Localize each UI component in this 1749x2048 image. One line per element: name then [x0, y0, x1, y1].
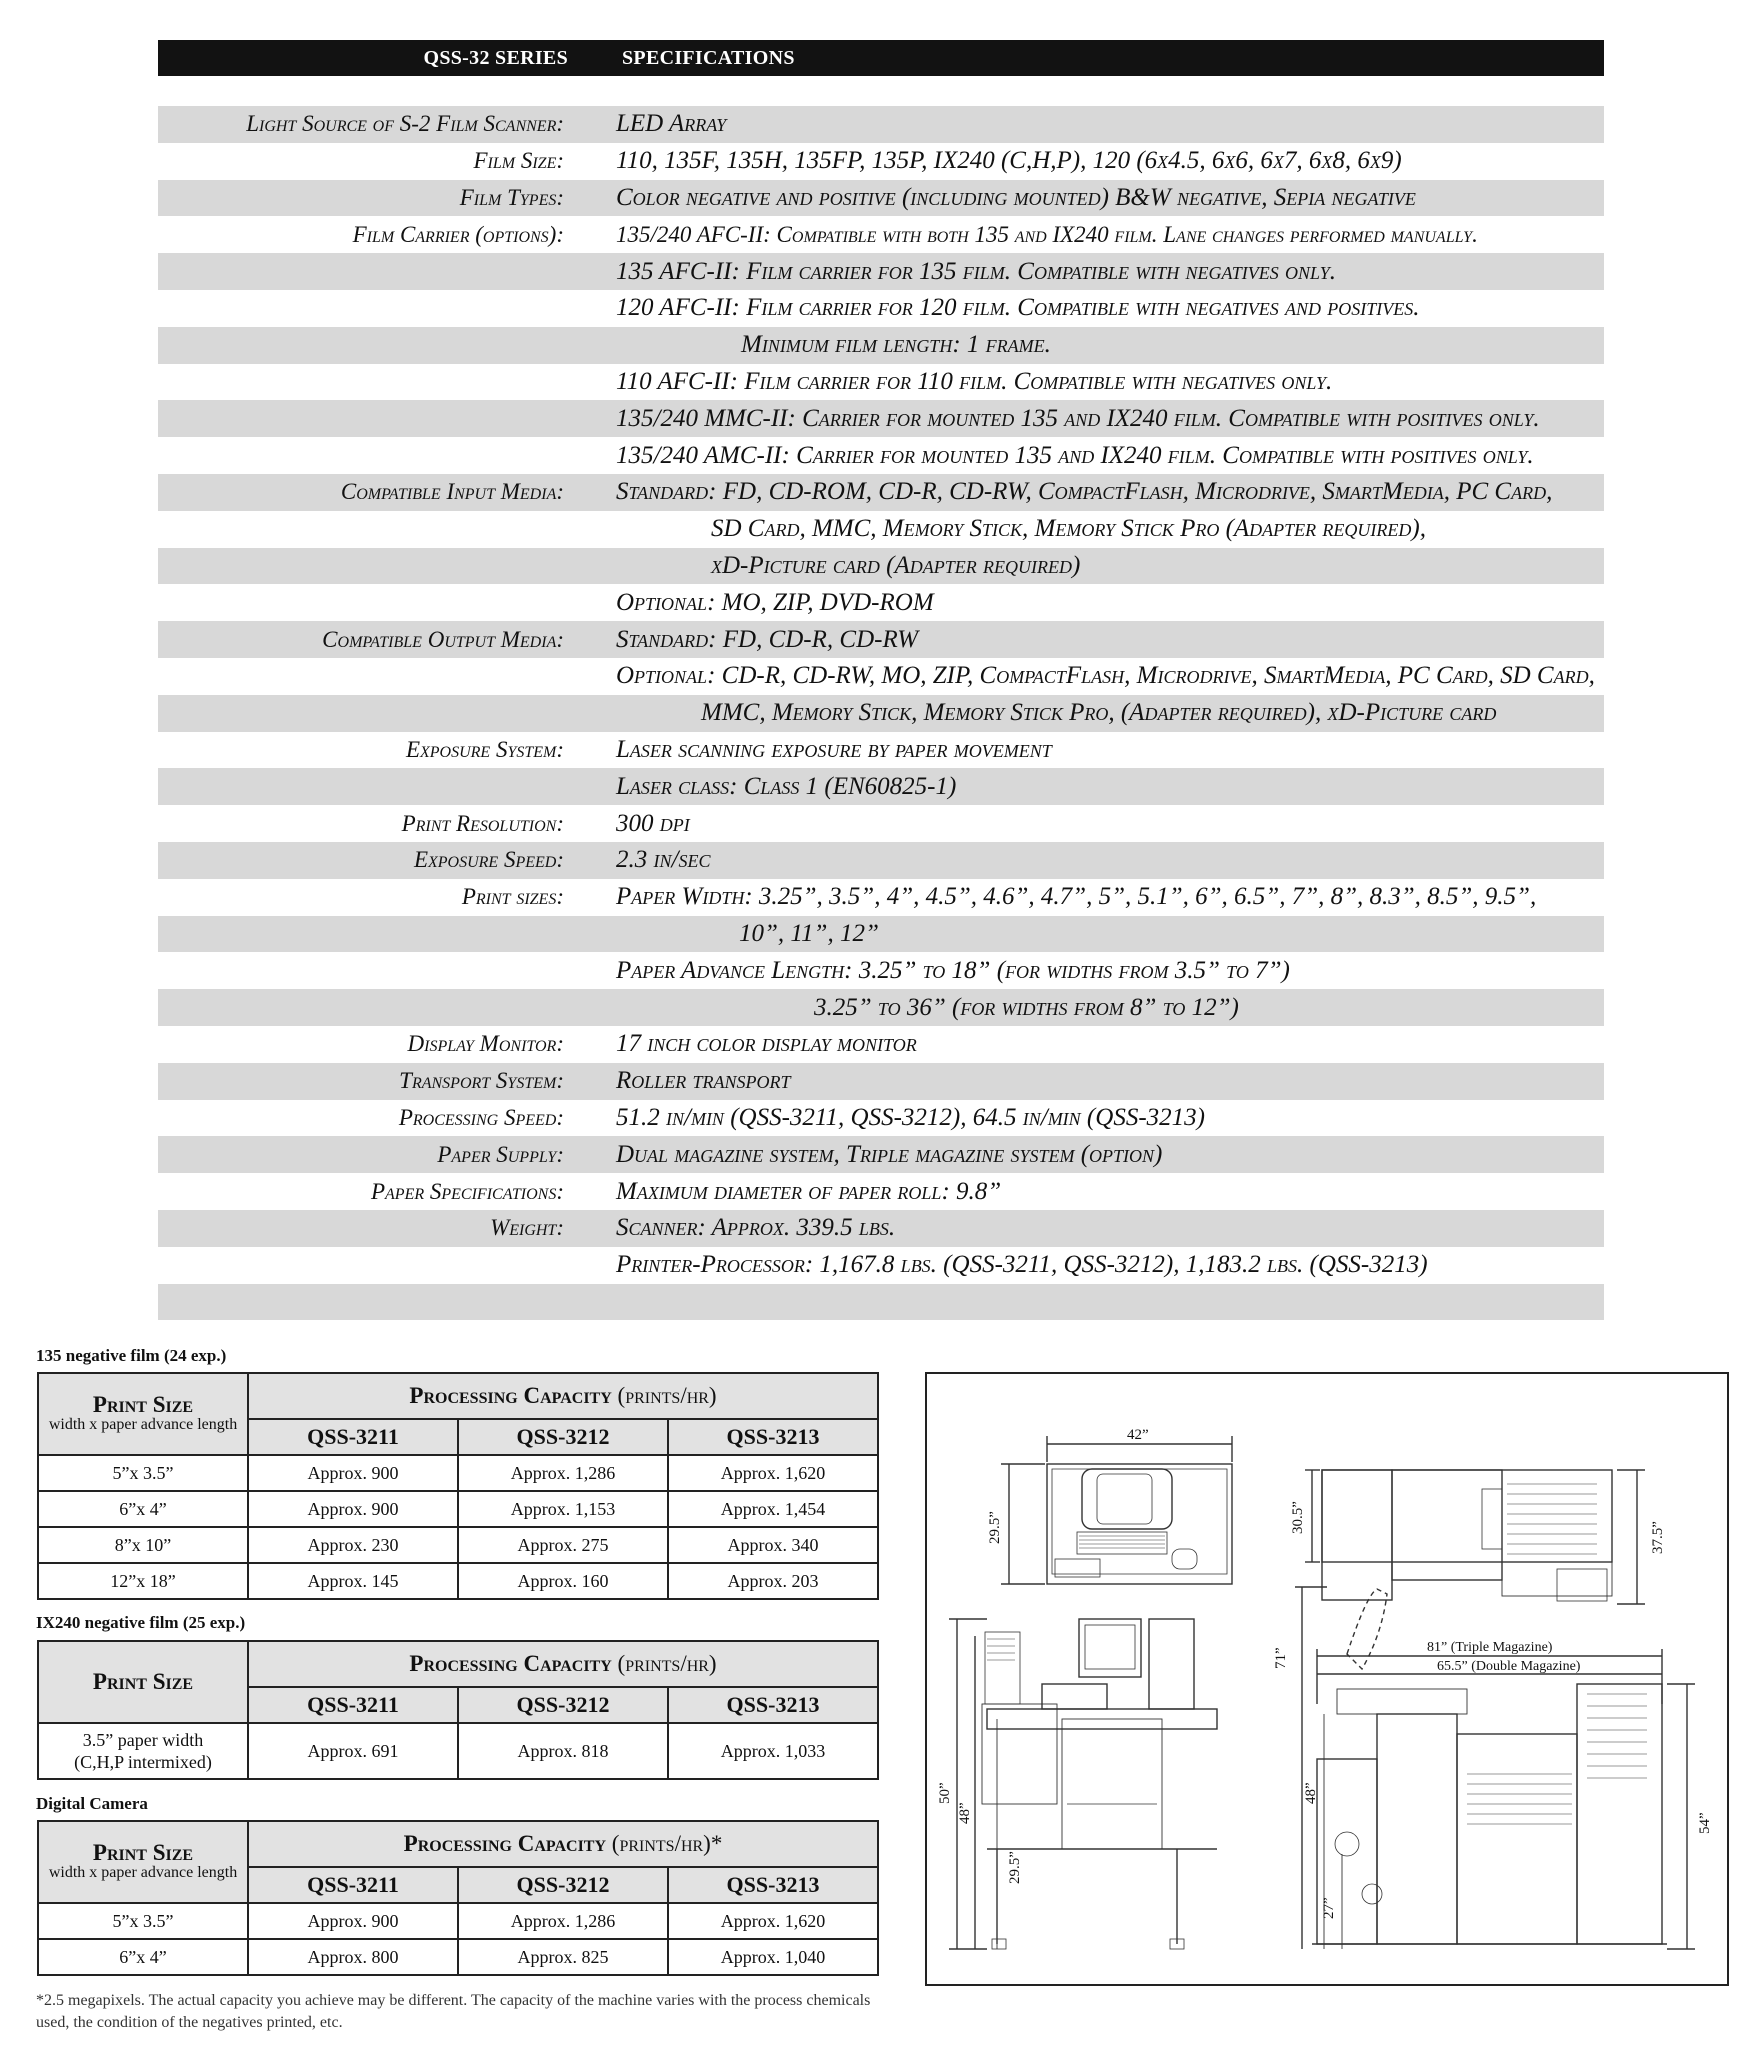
size-cell: 5”x 3.5”: [38, 1903, 248, 1939]
spec-header-bar: [158, 40, 1604, 76]
size-cell: 12”x 18”: [38, 1563, 248, 1599]
spec-value: Optional: MO, ZIP, DVD-ROM: [616, 588, 934, 616]
spec-label: Compatible Output Media:: [322, 626, 564, 652]
spec-row: [158, 952, 1604, 989]
spec-row: [158, 1100, 1604, 1137]
table-row: [38, 1563, 878, 1599]
spec-row: [158, 584, 1604, 621]
printer-top-view: [1305, 1470, 1645, 1604]
spec-value: 135/240 AFC-II: Compatible with both 135 and IX240 film. Lane changes performed manually.: [616, 221, 1478, 247]
spec-label: Exposure Speed:: [413, 847, 564, 873]
value-cell: Approx. 691: [248, 1723, 458, 1779]
capacity-header: Processing Capacity (prints/hr)*: [248, 1821, 878, 1867]
spec-value: Standard: FD, CD-ROM, CD-R, CD-RW, CompactFlash, Microdrive, SmartMedia, PC Card,: [616, 478, 1553, 506]
value-cell: Approx. 1,040: [668, 1939, 878, 1975]
value-cell: Approx. 900: [248, 1455, 458, 1491]
print-size-header: Print Size: [38, 1641, 248, 1723]
spec-row: [158, 548, 1604, 585]
table-row: [38, 1527, 878, 1563]
spec-value: 120 AFC-II: Film carrier for 120 film. Compatible with negatives and positives.: [616, 294, 1420, 322]
table-title-135: 135 negative film (24 exp.): [36, 1346, 227, 1365]
value-cell: Approx. 160: [458, 1563, 668, 1599]
specifications-title: SPECIFICATIONS: [622, 46, 795, 69]
spec-row: [158, 658, 1604, 695]
spec-row: [158, 768, 1604, 805]
spec-row: [158, 805, 1604, 842]
specifications-table: [158, 40, 1604, 1320]
spec-value: Laser scanning exposure by paper movement: [616, 735, 1052, 763]
spec-value: 2.3 in/sec: [616, 846, 711, 874]
value-cell: Approx. 825: [458, 1939, 668, 1975]
spec-value: Roller transport: [616, 1067, 791, 1095]
spec-row: [158, 1136, 1604, 1173]
value-cell: Approx. 1,620: [668, 1455, 878, 1491]
spec-row: [158, 290, 1604, 327]
print-size-header: Print Size width x paper advance length: [38, 1821, 248, 1903]
value-cell: Approx. 1,454: [668, 1491, 878, 1527]
spec-row: [158, 143, 1604, 180]
spec-label: Film Types:: [459, 184, 564, 210]
model-header: QSS-3213: [668, 1687, 878, 1723]
size-cell: 6”x 4”: [38, 1491, 248, 1527]
spec-value: Optional: CD-R, CD-RW, MO, ZIP, CompactFlash, Microdrive, SmartMedia, PC Card, SD Card,: [616, 662, 1595, 690]
value-cell: Approx. 1,153: [458, 1491, 668, 1527]
spec-value: 10”, 11”, 12”: [739, 919, 879, 947]
scanner-depth-label: 29.5”: [987, 1511, 1003, 1544]
size-cell: 6”x 4”: [38, 1939, 248, 1975]
spec-footer-bar: [158, 1284, 1604, 1320]
spec-row: [158, 180, 1604, 217]
table-row: [38, 1939, 878, 1975]
spec-row: [158, 1063, 1604, 1100]
model-header: QSS-3211: [248, 1419, 458, 1455]
size-cell: 5”x 3.5”: [38, 1455, 248, 1491]
value-cell: Approx. 900: [248, 1491, 458, 1527]
printer-depth-label-right: 37.5”: [1650, 1521, 1666, 1554]
table-title-digital-camera: Digital Camera: [36, 1794, 148, 1813]
series-title: QSS-32 SERIES: [423, 46, 568, 69]
spec-value: 51.2 in/min (QSS-3211, QSS-3212), 64.5 in/min (QSS-3213): [616, 1103, 1205, 1131]
spec-row: [158, 253, 1604, 290]
spec-label: Transport System:: [399, 1068, 564, 1094]
capacity-header: Processing Capacity (prints/hr): [248, 1641, 878, 1687]
scanner-width-label: 42”: [1127, 1427, 1149, 1443]
spec-value: Laser class: Class 1 (EN60825-1): [616, 772, 957, 800]
spec-label: Print sizes:: [461, 884, 564, 910]
value-cell: Approx. 1,286: [458, 1455, 668, 1491]
spec-row: [158, 364, 1604, 401]
spec-value: 110 AFC-II: Film carrier for 110 film. Compatible with negatives only.: [616, 367, 1333, 395]
value-cell: Approx. 1,620: [668, 1903, 878, 1939]
table-row: [38, 1723, 878, 1779]
value-cell: Approx. 145: [248, 1563, 458, 1599]
spec-value: SD Card, MMC, Memory Stick, Memory Stick Pro (Adapter required),: [711, 515, 1426, 543]
value-cell: Approx. 203: [668, 1563, 878, 1599]
spec-value: 135/240 AMC-II: Carrier for mounted 135 and IX240 film. Compatible with positives only.: [616, 441, 1534, 469]
spec-value: 135/240 MMC-II: Carrier for mounted 135 and IX240 film. Compatible with positives only.: [616, 404, 1540, 432]
dimension-diagram: [925, 1372, 1729, 1986]
spec-label: Exposure System:: [405, 736, 564, 762]
spec-value: Standard: FD, CD-R, CD-RW: [616, 625, 919, 653]
spec-row: [158, 1210, 1604, 1247]
spec-row: [158, 695, 1604, 732]
printer-height-right-label: 54”: [1697, 1812, 1713, 1834]
spec-row: [158, 327, 1604, 364]
spec-row: [158, 474, 1604, 511]
value-cell: Approx. 818: [458, 1723, 668, 1779]
table-row: [38, 1903, 878, 1939]
model-header: QSS-3213: [668, 1419, 878, 1455]
model-header: QSS-3213: [668, 1867, 878, 1903]
spec-row: [158, 437, 1604, 474]
printer-depth-label-left: 30.5”: [1290, 1501, 1306, 1534]
spec-row: [158, 842, 1604, 879]
table-title-ix240: IX240 negative film (25 exp.): [36, 1613, 246, 1632]
scanner-height-mid-label: 48”: [957, 1802, 973, 1824]
spec-label: Compatible Input Media:: [340, 479, 564, 505]
scanner-height-total-label: 50”: [937, 1782, 953, 1804]
spec-row: [158, 511, 1604, 548]
spec-value: Scanner: Approx. 339.5 lbs.: [616, 1214, 896, 1242]
spec-label: Paper Specifications:: [370, 1178, 564, 1204]
spec-value: Paper Advance Length: 3.25” to 18” (for widths from 3.5” to 7”): [616, 956, 1290, 984]
spec-row: [158, 216, 1604, 253]
spec-row: [158, 106, 1604, 143]
spec-label: Light Source of S-2 Film Scanner:: [246, 111, 564, 137]
capacity-header: Processing Capacity (prints/hr): [248, 1373, 878, 1419]
value-cell: Approx. 800: [248, 1939, 458, 1975]
spec-row: [158, 879, 1604, 916]
printer-height-mid-label: 48”: [1303, 1782, 1319, 1804]
capacity-table-digital-camera: [37, 1820, 879, 1976]
spec-row: [158, 621, 1604, 658]
spec-value: LED Array: [616, 110, 727, 138]
spec-row: [158, 1247, 1604, 1284]
spec-row: [158, 400, 1604, 437]
spec-value: Maximum diameter of paper roll: 9.8”: [616, 1177, 1002, 1205]
spec-value: 135 AFC-II: Film carrier for 135 film. Compatible with negatives only.: [616, 257, 1336, 285]
spec-value: 3.25” to 36” (for widths from 8” to 12”): [814, 993, 1239, 1021]
spec-label: Film Size:: [473, 148, 564, 174]
spec-label: Display Monitor:: [407, 1031, 564, 1057]
spec-row: [158, 732, 1604, 769]
capacity-table-ix240: [37, 1640, 879, 1780]
footnote: *2.5 megapixels. The actual capacity you achieve may be different. The capacity of the machine varies with the process chemicals used, the condition of the negatives printed, etc.: [36, 1992, 871, 2031]
size-cell: 3.5” paper width (C,H,P intermixed): [38, 1723, 248, 1779]
printer-width-triple-label: 81” (Triple Magazine): [1427, 1640, 1553, 1655]
scanner-height-desk-label: 29.5”: [1007, 1851, 1023, 1884]
spec-label: Weight:: [490, 1215, 564, 1241]
value-cell: Approx. 900: [248, 1903, 458, 1939]
spec-value: xD-Picture card (Adapter required): [711, 551, 1081, 579]
spec-value: Paper Width: 3.25”, 3.5”, 4”, 4.5”, 4.6”, 4.7”, 5”, 5.1”, 6”, 6.5”, 7”, 8”, 8.3”, 8.5”, 9.5”,: [616, 883, 1537, 911]
spec-row: [158, 1026, 1604, 1063]
table-row: [38, 1491, 878, 1527]
printer-height-total-label: 71”: [1273, 1647, 1289, 1669]
print-size-subheader: width x paper advance length: [48, 1416, 238, 1433]
spec-label: Paper Supply:: [437, 1141, 564, 1167]
spec-value: Dual magazine system, Triple magazine system (option): [616, 1140, 1163, 1168]
model-header: QSS-3212: [458, 1867, 668, 1903]
value-cell: Approx. 230: [248, 1527, 458, 1563]
spec-value: Printer-Processor: 1,167.8 lbs. (QSS-3211, QSS-3212), 1,183.2 lbs. (QSS-3213): [616, 1251, 1428, 1279]
printer-height-low-label: 27”: [1321, 1897, 1337, 1919]
spec-value: 110, 135F, 135H, 135FP, 135P, IX240 (C,H,P), 120 (6x4.5, 6x6, 6x7, 6x8, 6x9): [616, 147, 1402, 175]
spec-row: [158, 916, 1604, 953]
spec-value: 17 inch color display monitor: [616, 1030, 917, 1058]
model-header: QSS-3211: [248, 1867, 458, 1903]
value-cell: Approx. 1,286: [458, 1903, 668, 1939]
spec-label: Processing Speed:: [398, 1104, 564, 1130]
size-cell: 8”x 10”: [38, 1527, 248, 1563]
spec-label: Print Resolution:: [401, 810, 564, 836]
scanner-front-view: [949, 1619, 1217, 1949]
model-header: QSS-3212: [458, 1687, 668, 1723]
spec-value: Minimum film length: 1 frame.: [741, 331, 1051, 359]
spec-value: 300 dpi: [616, 809, 690, 837]
value-cell: Approx. 275: [458, 1527, 668, 1563]
model-header: QSS-3211: [248, 1687, 458, 1723]
spec-label: Film Carrier (options):: [352, 221, 564, 247]
spec-value: Color negative and positive (including mounted) B&W negative, Sepia negative: [616, 183, 1416, 211]
capacity-table-135: [37, 1372, 879, 1600]
print-size-header: Print Size width x paper advance length: [38, 1373, 248, 1455]
value-cell: Approx. 1,033: [668, 1723, 878, 1779]
scanner-top-view: [1001, 1436, 1232, 1584]
spec-row: [158, 989, 1604, 1026]
print-size-subheader: width x paper advance length: [48, 1864, 238, 1881]
spec-row: [158, 1173, 1604, 1210]
model-header: QSS-3212: [458, 1419, 668, 1455]
printer-width-double-label: 65.5” (Double Magazine): [1437, 1659, 1581, 1674]
value-cell: Approx. 340: [668, 1527, 878, 1563]
table-row: [38, 1455, 878, 1491]
spec-value: MMC, Memory Stick, Memory Stick Pro, (Adapter required), xD-Picture card: [701, 699, 1497, 727]
